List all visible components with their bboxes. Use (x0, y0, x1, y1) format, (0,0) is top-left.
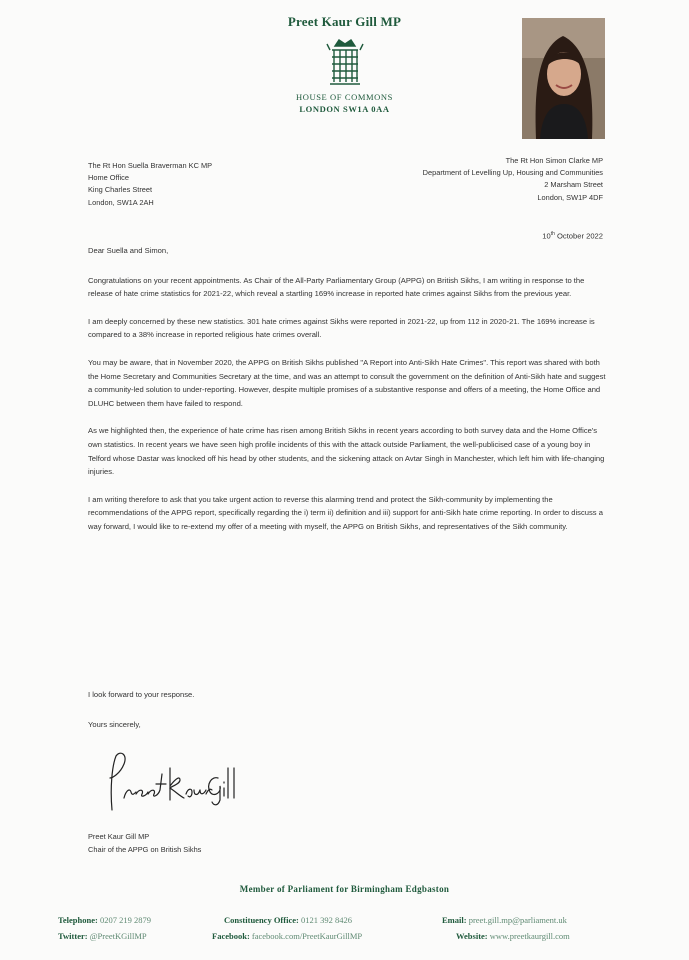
date-suffix: th (550, 231, 555, 237)
label: Email: (442, 915, 467, 925)
sender-title: Chair of the APPG on British Sikhs (88, 845, 202, 854)
paragraph: I am writing therefore to ask that you take urgent action to reverse this alarming trend and protect the Sikh-community by implementing the recommendations of the APPG report, specifically regarding the i) term ii) definition and iii) support for anti-Sikh hate crime reporting. In order to discuss a way forward, I would like to re-extend my offer of a meeting with myself, the APPG on British Sikhs, and representatives of the Sikh community. (88, 494, 603, 531)
footer-twitter (58, 931, 147, 941)
letter-date (542, 231, 603, 241)
telephone-link[interactable]: 0207 219 2879 (99, 915, 151, 925)
website-link[interactable]: www.preetkaurgill.com (489, 931, 570, 941)
paragraph: I am deeply concerned by these new statistics. 301 hate crimes against Sikhs were reported in 2021-22, up from 112 in 2020-21. The 169% increase is compared to a 38% increase in reported religious hate crimes overall. (88, 316, 595, 340)
paragraph: Congratulations on your recent appointments. As Chair of the All-Party Parliamentary Group (APPG) on British Sikhs, I am writing in response to the release of hate crime statistics for 2021-22, which reveal a startling 169% increase in reported hate crimes against Sikhs from the previous year. (88, 275, 585, 299)
address-line: London, SW1A 2AH (88, 197, 154, 207)
email-link[interactable]: preet.gill.mp@parliament.uk (468, 915, 567, 925)
house-of-commons: HOUSE OF COMMONS (296, 92, 393, 102)
facebook-link[interactable]: facebook.com/PreetKaurGillMP (251, 931, 363, 941)
letterhead-mp-name: Preet Kaur Gill MP (287, 14, 402, 29)
sender-name: Preet Kaur Gill MP (88, 832, 150, 841)
label: Twitter: (58, 931, 88, 941)
label: Facebook: (212, 931, 250, 941)
footer-telephone (58, 915, 151, 925)
label: Constituency Office: (224, 915, 299, 925)
address-line: London, SW1P 4DF (537, 192, 603, 202)
label: Telephone: (58, 915, 98, 925)
footer-website (456, 931, 570, 941)
footer-facebook (212, 931, 362, 941)
address-line: King Charles Street (88, 185, 153, 195)
recipient-address-right (303, 155, 603, 204)
recipient-address-left (88, 160, 328, 209)
address-line: Department of Levelling Up, Housing and Communities (422, 168, 603, 178)
label: Website: (456, 931, 488, 941)
paragraph: As we highlighted then, the experience of hate crime has risen among British Sikhs in recent years according to both survey data and the Home Office's own statistics. In recent years we have seen high profile incidents of this with the attack outside Parliament, the well-publicised case of a young boy in Telford whose Dastar was knocked off his head by other students, and the sickening attack on Avtar Singh in Manchester, which left him with life-changing injuries. (88, 426, 605, 477)
footer-constituency (224, 915, 352, 925)
letter-body (88, 244, 608, 548)
twitter-link[interactable]: @PreetKGillMP (89, 931, 147, 941)
date-day: 10 (542, 231, 551, 241)
greeting: Dear Suella and Simon, (88, 246, 169, 255)
letterhead-address: LONDON SW1A 0AA (299, 104, 390, 114)
signoff-block (88, 830, 201, 856)
address-line: 2 Marsham Street (544, 180, 603, 190)
yours-sincerely: Yours sincerely, (88, 720, 141, 729)
handwritten-signature (100, 748, 240, 823)
date-rest: October 2022 (554, 231, 603, 241)
portcullis-logo-icon (326, 38, 364, 88)
look-forward: I look forward to your response. (88, 690, 195, 699)
mp-portrait-photo (522, 18, 605, 139)
paragraph: You may be aware, that in November 2020, the APPG on British Sikhs published "A Report into Anti-Sikh Hate Crimes". This report was shared with both the Home Secretary and Communities Secretary at the time, and was an attempt to consult the government on the definition of Anti-Sikh hate and suggest a community-led solution to under-reporting. However, despite multiple promises of a substantive response and offers of a meeting, the Home Office and DLUHC between them have failed to respond. (88, 357, 606, 408)
constituency-line: Member of Parliament for Birmingham Edgbaston (239, 884, 450, 894)
address-line: The Rt Hon Suella Braverman KC MP (88, 161, 213, 170)
footer-email (442, 915, 567, 925)
address-line: The Rt Hon Simon Clarke MP (505, 156, 603, 165)
constituency-phone-link[interactable]: 0121 392 8426 (300, 915, 352, 925)
address-line: Home Office (88, 173, 129, 183)
